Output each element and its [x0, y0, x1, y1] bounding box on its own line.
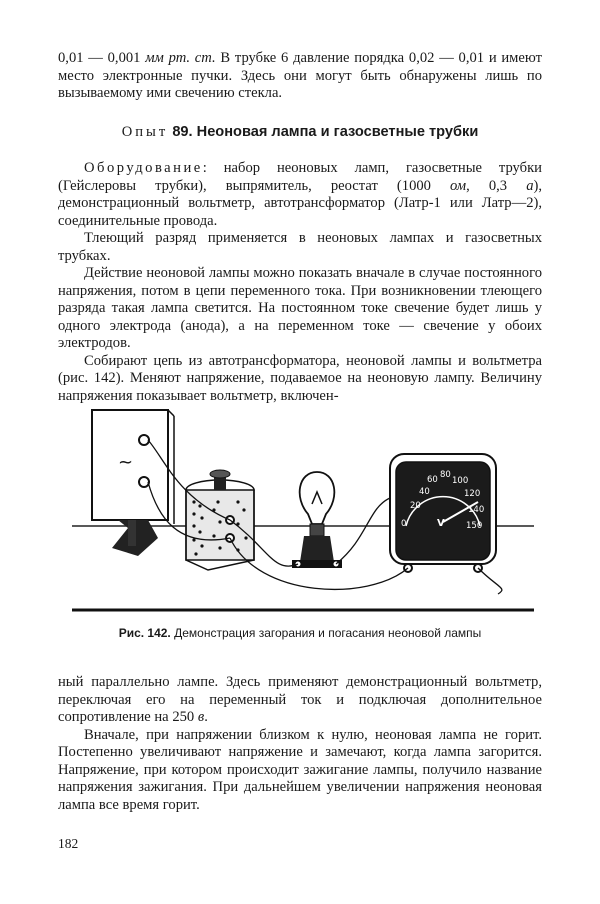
equipment-label: Оборудование [84, 160, 203, 176]
paragraph-circuit-assembly: Собирают цепь из автотрансформатора, неоновой лампы и вольтметра (рис. 142). Меняют напряжение, подаваемое на неоновую лампу. Величину напряжения показывает вольтметр, включен- [58, 352, 542, 404]
meter-tick-120: 120 [464, 489, 481, 499]
text-run: : набор неоновых ламп, газосветные трубки (Гейслеровы трубки), выпрямитель, реостат (1000 [58, 160, 542, 194]
heading-title: 89. Неоновая лампа и газосветные трубки [172, 124, 479, 140]
meter-tick-100: 100 [452, 476, 469, 486]
meter-tick-60: 60 [427, 475, 438, 485]
experiment-illustration [68, 398, 538, 618]
unit-mmhg: мм рт. ст. [145, 50, 216, 66]
terminal-bottom [139, 477, 149, 487]
figure-caption [58, 626, 542, 640]
body-text [58, 160, 542, 405]
body-text-after-figure [58, 674, 542, 814]
text-run: ), демонстрационный вольтметр, автотрансформатор (Латр-1 или Латр—2), соединительные провода. [58, 177, 542, 229]
text-run: . [204, 709, 208, 725]
meter-volt-mark: V [437, 518, 445, 529]
section-heading [58, 124, 542, 141]
ac-symbol: ~ [118, 452, 134, 473]
voltmeter [390, 454, 496, 572]
unit-volt: в [197, 709, 205, 725]
figure-142 [68, 398, 538, 618]
caption-label: Рис. 142. [118, 626, 171, 640]
text-run: В трубке 6 давление порядка 0,02 — 0,01 и имеют место электронные пучки. Здесь они могут быть обнаружены лишь по вызываемому ими свечению стекла. [58, 50, 542, 101]
top-paragraph [58, 50, 542, 103]
paragraph-ignition-voltage: Вначале, при напряжении близком к нулю, неоновая лампа не горит. Постепенно увеличивают напряжение и замечают, когда лампа загорится. Напряжение, при котором происходит зажигание лампы, получило название напряжения зажигания. При дальнейшем увеличении напряжения неоновая лампа все время горит. [58, 726, 542, 813]
paragraph-neon-action: Действие неоновой лампы можно показать вначале в случае постоянного напряжения, потом в цепи переменного тока. При возникновении тлеющего разряда такая лампа светится. На постоянном токе свечение будет лишь у одного электрода (анода), а на переменном токе — свечение у обоих электродов. [58, 265, 542, 351]
meter-tick-80: 80 [440, 470, 451, 480]
caption-text: Демонстрация загорания и погасания неоновой лампы [174, 626, 482, 640]
meter-tick-150: 150 [466, 521, 483, 531]
terminal-top [139, 435, 149, 445]
meter-tick-0: 0 [401, 519, 407, 529]
text-run: ный параллельно лампе. Здесь применяют демонстрационный вольтметр, переключая его на переменный ток и подключая дополнительное сопротивление на 250 [58, 674, 542, 725]
heading-label: Опыт [121, 124, 169, 140]
equipment-paragraph [58, 160, 542, 230]
paragraph-continuation [58, 674, 542, 727]
autotransformer [186, 470, 254, 570]
text-run: , 0,3 [466, 177, 527, 194]
unit-ohm: ом [450, 177, 467, 194]
page-number: 182 [58, 836, 79, 851]
meter-tick-140: 140 [468, 505, 485, 515]
unit-ampere: а [526, 177, 534, 194]
text-run: 0,01 — 0,001 [58, 50, 146, 66]
paragraph-glow-discharge: Тлеющий разряд применяется в неоновых лампах и газосветных трубках. [58, 230, 542, 264]
meter-tick-40: 40 [419, 487, 430, 497]
meter-tick-20: 20 [410, 501, 421, 511]
